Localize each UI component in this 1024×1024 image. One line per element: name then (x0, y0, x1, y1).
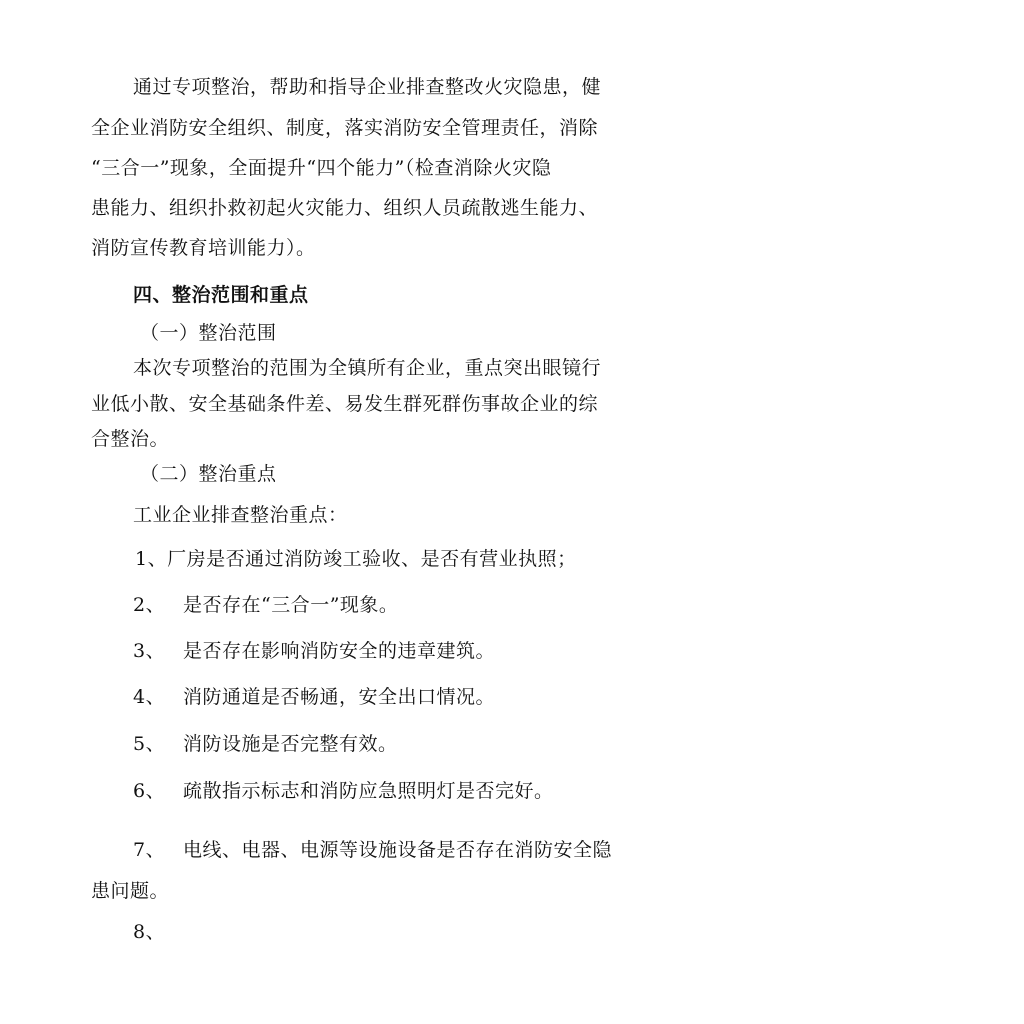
list-item-number: 8、 (133, 921, 166, 943)
list-item-continuation: 患问题。 (91, 880, 170, 902)
scope-line-3: 合整治。 (91, 428, 170, 450)
intro-line-2: 全企业消防安全组织、制度，落实消防安全管理责任，消除 (91, 117, 599, 139)
list-item (133, 732, 398, 756)
list-item-text: 消防设施是否完整有效。 (183, 733, 398, 755)
list-item-number: 3、 (133, 640, 166, 662)
intro-line-3: “三合一”现象，全面提升“四个能力”（检查消除火灾隐 (91, 157, 552, 179)
list-item-text: 是否存在影响消防安全的违章建筑。 (183, 640, 496, 662)
intro-line-5: 消防宣传教育培训能力）。 (91, 237, 316, 259)
list-item (133, 639, 495, 663)
list-item (135, 547, 577, 571)
list-item (133, 685, 495, 709)
list-item-text: 疏散指示标志和消防应急照明灯是否完好。 (183, 780, 554, 802)
list-item-text: 电线、电器、电源等设施设备是否存在消防安全隐 (183, 839, 613, 861)
list-item (133, 838, 612, 862)
list-item-number: 6、 (133, 780, 166, 802)
list-item-number: 2、 (133, 594, 166, 616)
list-item (133, 593, 398, 617)
list-item-number: 1、 (135, 548, 168, 570)
list-item-number: 4、 (133, 686, 166, 708)
focus-title: （二）整治重点 (140, 463, 277, 485)
scope-title: （一）整治范围 (140, 322, 277, 344)
list-item-text: 是否存在“三合一”现象。 (183, 594, 399, 616)
list-item (133, 779, 554, 803)
scope-line-2: 业低小散、安全基础条件差、易发生群死群伤事故企业的综 (91, 393, 599, 415)
intro-line-1: 通过专项整治，帮助和指导企业排查整改火灾隐患，健 (133, 76, 602, 98)
list-item-number: 5、 (133, 733, 166, 755)
section-heading: 四、整治范围和重点 (133, 284, 309, 306)
focus-intro: 工业企业排查整治重点： (133, 504, 348, 526)
list-item-number: 7、 (133, 839, 166, 861)
list-item-text: 消防通道是否畅通，安全出口情况。 (183, 686, 496, 708)
list-item-text: 厂房是否通过消防竣工验收、是否有营业执照； (167, 548, 577, 570)
list-item (133, 920, 183, 944)
intro-line-4: 患能力、组织扑救初起火灾能力、组织人员疏散逃生能力、 (91, 197, 599, 219)
scope-line-1: 本次专项整治的范围为全镇所有企业，重点突出眼镜行 (133, 357, 602, 379)
